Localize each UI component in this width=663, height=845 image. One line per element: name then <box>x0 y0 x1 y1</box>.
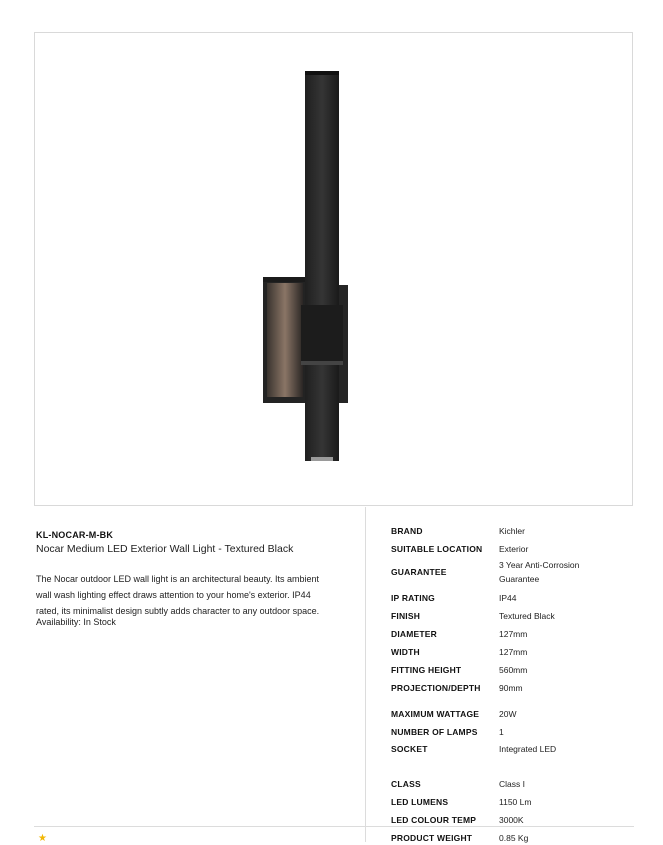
star-icon: ★ <box>38 833 47 844</box>
availability-status: Availability: In Stock <box>36 617 116 627</box>
spec-label-diameter: DIAMETER <box>391 629 437 639</box>
spec-value-finish: Textured Black <box>499 611 555 621</box>
spec-value-width: 127mm <box>499 647 528 657</box>
spec-value-led-lumens: 1150 Lm <box>499 797 532 807</box>
spec-label-max-wattage: MAXIMUM WATTAGE <box>391 709 480 719</box>
spec-value-location: Exterior <box>499 544 529 554</box>
spec-label-number-of-lamps: NUMBER OF LAMPS <box>391 727 478 737</box>
spec-label-led-colour-temp: LED COLOUR TEMP <box>391 815 477 825</box>
spec-value-led-colour-temp: 3000K <box>499 815 524 825</box>
spec-value-ip-rating: IP44 <box>499 593 517 603</box>
spec-label-led-lumens: LED LUMENS <box>391 797 449 807</box>
spec-label-brand: BRAND <box>391 526 423 536</box>
spec-label-finish: FINISH <box>391 611 421 621</box>
spec-value-guarantee: 3 Year Anti-Corrosion Guarantee <box>499 560 580 584</box>
spec-value-socket: Integrated LED <box>499 744 557 754</box>
spec-value-brand: Kichler <box>499 526 525 536</box>
product-image-frame <box>34 32 633 506</box>
spec-label-location: SUITABLE LOCATION <box>391 544 483 554</box>
spec-label-guarantee: GUARANTEE <box>391 567 447 577</box>
spec-value-number-of-lamps: 1 <box>499 727 504 737</box>
spec-label-projection: PROJECTION/DEPTH <box>391 683 481 693</box>
column-divider <box>365 507 366 842</box>
product-title: Nocar Medium LED Exterior Wall Light - Textured Black <box>36 543 294 555</box>
spec-value-diameter: 127mm <box>499 629 528 639</box>
wall-light-image <box>35 33 632 505</box>
spec-label-socket: SOCKET <box>391 744 428 754</box>
spec-label-class: CLASS <box>391 779 421 789</box>
product-sku: KL-NOCAR-M-BK <box>36 530 114 540</box>
spec-label-product-weight: PRODUCT WEIGHT <box>391 833 473 843</box>
spec-value-projection: 90mm <box>499 683 523 693</box>
spec-value-class: Class I <box>499 779 525 789</box>
spec-label-width: WIDTH <box>391 647 420 657</box>
spec-label-fitting-height: FITTING HEIGHT <box>391 665 462 675</box>
spec-value-fitting-height: 560mm <box>499 665 528 675</box>
product-description: The Nocar outdoor LED wall light is an architectural beauty. Its ambient wall wash lighting effect draws attention to your home's exterior. IP44 rated, its minimalist design subtly adds character to any outdoor space. <box>36 574 320 616</box>
spec-value-max-wattage: 20W <box>499 709 517 719</box>
spec-label-ip-rating: IP RATING <box>391 593 435 603</box>
spec-value-product-weight: 0.85 Kg <box>499 833 529 843</box>
